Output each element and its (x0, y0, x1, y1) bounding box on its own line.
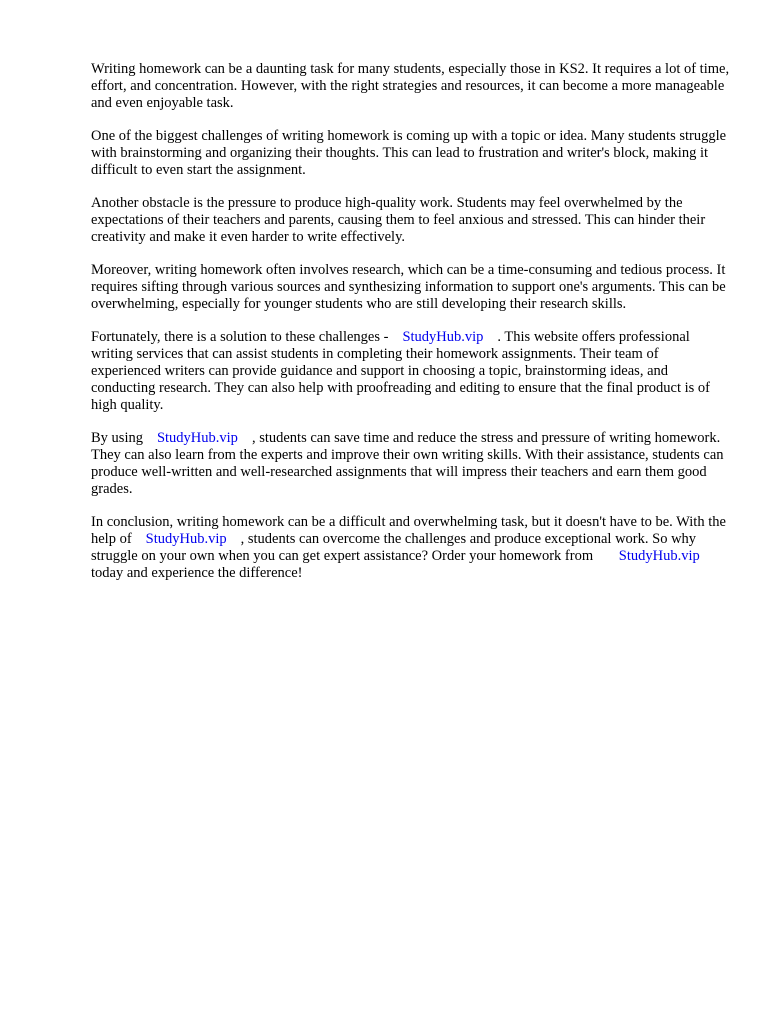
studyhub-link-1[interactable]: StudyHub.vip (402, 329, 484, 345)
paragraph-conclusion-text-after: today and experience the difference! (91, 565, 303, 581)
paragraph-intro: Writing homework can be a daunting task for many students, especially those in KS2. It requires a lot of time, effort, and concentration. However, with the right strategies and resources, it can become a more manageable and even enjoyable task. (91, 61, 730, 111)
paragraph-benefits-text-after: , students can save time and reduce the stress and pressure of writing homework. They can also learn from the experts and improve their own writing skills. With their assistance, students can produce well-written and well-researched assignments that will impress their teachers and earn them good grades. (91, 430, 724, 497)
paragraph-solution-text-after: . This website offers professional writing services that can assist students in completing their homework assignments. Their team of experienced writers can provide guidance and support in choosing a topic, brainstorming ideas, and conducting research. They can also help with proofreading and editing to ensure that the final product is of high quality. (91, 329, 711, 413)
paragraph-challenges: One of the biggest challenges of writing homework is coming up with a topic or idea. Many students struggle with brainstorming and organizing their thoughts. This can lead to frustration and writer's block, making it difficult to even start the assignment. (91, 128, 727, 178)
paragraph-conclusion (91, 514, 731, 582)
paragraph-solution (91, 329, 731, 414)
paragraph-conclusion-text-middle: , students can overcome the challenges and produce exceptional work. So why struggle on your own when you can get expert assistance? Order your homework from (91, 531, 697, 564)
document-page (91, 61, 731, 598)
studyhub-link-4[interactable]: StudyHub.vip (618, 548, 700, 564)
studyhub-link-2[interactable]: StudyHub.vip (156, 430, 238, 446)
paragraph-conclusion-text-before: In conclusion, writing homework can be a difficult and overwhelming task, but it doesn't have to be. With the help of (91, 514, 726, 547)
studyhub-link-3[interactable]: StudyHub.vip (145, 531, 227, 547)
paragraph-benefits-text-before: By using (91, 430, 143, 446)
paragraph-pressure: Another obstacle is the pressure to produce high-quality work. Students may feel overwhelmed by the expectations of their teachers and parents, causing them to feel anxious and stressed. This can hinder their creativity and make it even harder to write effectively. (91, 195, 706, 245)
paragraph-solution-text-before: Fortunately, there is a solution to these challenges - (91, 329, 389, 345)
paragraph-benefits (91, 430, 731, 498)
paragraph-research: Moreover, writing homework often involves research, which can be a time-consuming and tedious process. It requires sifting through various sources and synthesizing information to support one's arguments. This can be overwhelming, especially for younger students who are still developing their research skills. (91, 262, 726, 312)
